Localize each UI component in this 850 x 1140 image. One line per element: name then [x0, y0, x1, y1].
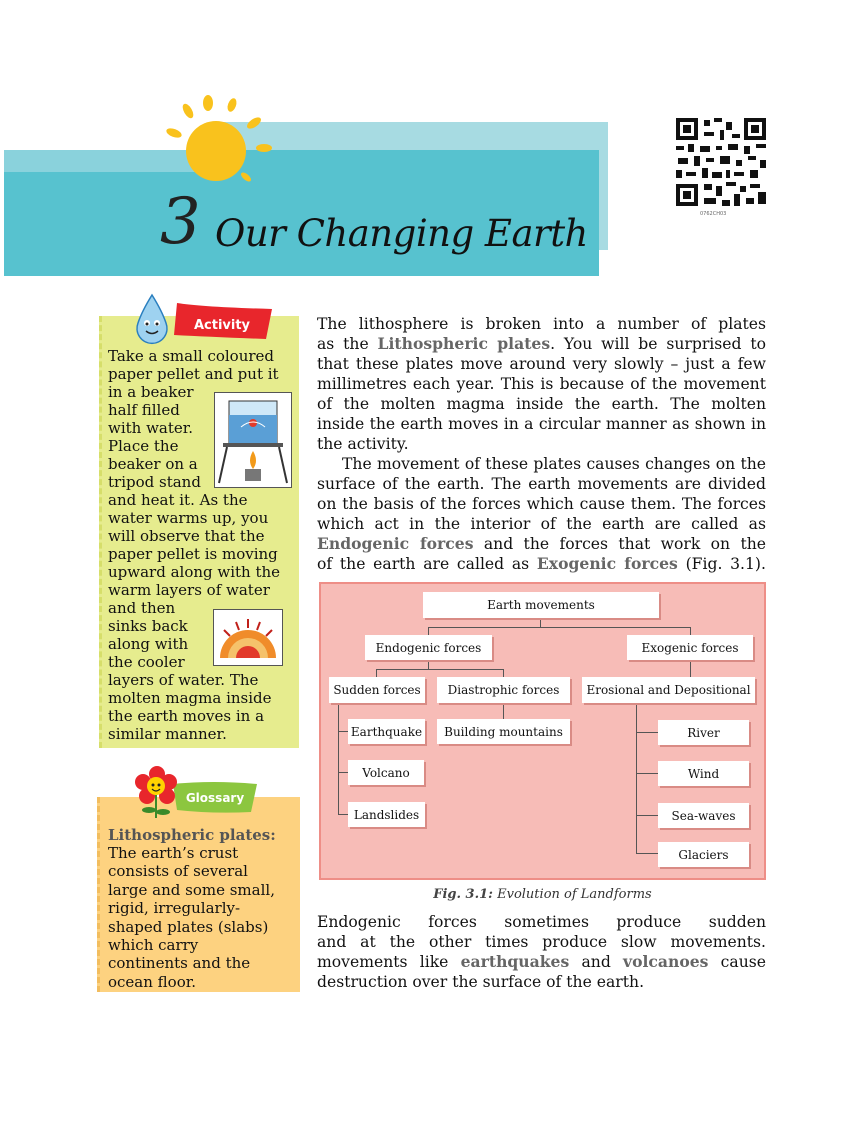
- glossary-line: large and some small,: [108, 880, 275, 899]
- node-wind: Wind: [658, 761, 749, 786]
- activity-line: paper pellet is moving: [108, 545, 278, 563]
- connector: [636, 773, 658, 774]
- glossary-term: Lithospheric plates:: [108, 826, 276, 844]
- connector: [376, 669, 377, 677]
- flower-mascot-icon: [133, 764, 263, 820]
- body-line: which act in the interior of the earth are called as: [317, 515, 766, 533]
- glossary-line: which carry: [108, 936, 199, 954]
- body-line: movements like earthquakes and volcanoes cause: [317, 952, 766, 971]
- figure-caption: Fig. 3.1: Evolution of Landforms: [433, 887, 652, 902]
- node-endogenic-forces: Endogenic forces: [365, 635, 492, 660]
- activity-line: Place the: [108, 437, 179, 455]
- body-line: The lithosphere is broken into a number of plates: [317, 315, 766, 333]
- node-landslides: Landslides: [348, 802, 425, 827]
- connector: [376, 669, 504, 670]
- body-line: on the basis of the forces which cause them. The forces: [317, 495, 766, 513]
- activity-line: half filled: [108, 401, 180, 419]
- glossary-line: shaped plates (slabs): [108, 917, 269, 936]
- activity-line: sinks back: [108, 617, 188, 635]
- activity-line: warm layers of water: [108, 581, 270, 599]
- qr-code-icon: [674, 116, 768, 208]
- node-building-mountains: Building mountains: [437, 719, 570, 744]
- body-line: surface of the earth. The earth movements are divided: [317, 475, 766, 493]
- activity-line: with water.: [108, 419, 194, 437]
- node-earthquake: Earthquake: [348, 719, 425, 744]
- body-line: The movement of these plates causes changes on the: [342, 455, 766, 473]
- connector: [428, 627, 429, 635]
- activity-line: paper pellet and put it: [108, 365, 279, 383]
- connector: [338, 814, 348, 815]
- body-line: and at the other times produce slow movements.: [317, 933, 766, 951]
- activity-line: molten magma inside: [108, 689, 272, 707]
- body-line: the activity.: [317, 435, 409, 453]
- body-line: that these plates move around very slowly – just a few: [317, 355, 766, 373]
- activity-line: similar manner.: [108, 725, 227, 743]
- glossary-line: The earth’s crust: [108, 844, 239, 862]
- water-drop-mascot-icon: [122, 293, 272, 345]
- activity-line: and then: [108, 599, 176, 617]
- node-erosional-depositional: Erosional and Depositional: [582, 677, 755, 703]
- body-line: of the molten magma inside the earth. The molten: [317, 395, 766, 413]
- node-earth-movements: Earth movements: [423, 592, 659, 618]
- chapter-title: Our Changing Earth: [215, 212, 588, 255]
- connector: [503, 669, 504, 677]
- connector: [636, 815, 658, 816]
- body-line: Endogenic forces sometimes produce sudden: [317, 913, 766, 931]
- connector: [503, 703, 504, 719]
- glossary-badge-label: Glossary: [185, 791, 245, 805]
- qr-code-id: 0762CH03: [700, 211, 727, 217]
- connector: [636, 732, 658, 733]
- body-line: inside the earth moves in a circular manner as shown in: [317, 415, 766, 433]
- chapter-number: 3: [160, 185, 201, 259]
- activity-line: the cooler: [108, 653, 185, 671]
- activity-line: the earth moves in a: [108, 707, 265, 725]
- body-line: millimetres each year. This is because of the movement: [317, 375, 766, 393]
- activity-line: upward along with the: [108, 563, 281, 581]
- connector: [338, 731, 348, 732]
- activity-line: beaker on a: [108, 455, 198, 473]
- sun-icon: [164, 93, 274, 193]
- glossary-line: consists of several: [108, 862, 248, 881]
- connector: [690, 660, 691, 678]
- activity-line: layers of water. The: [108, 671, 259, 689]
- node-river: River: [658, 720, 749, 745]
- activity-line: and heat it. As the: [108, 491, 248, 509]
- magma-convection-illustration: [213, 609, 283, 666]
- body-line: of the earth are called as Exogenic forces (Fig. 3.1).: [317, 554, 766, 573]
- connector: [690, 627, 691, 635]
- activity-line: water warms up, you: [108, 509, 269, 527]
- activity-line: along with: [108, 635, 189, 653]
- glossary-line: continents and the: [108, 954, 251, 973]
- body-line: destruction over the surface of the earth.: [317, 973, 645, 991]
- node-diastrophic-forces: Diastrophic forces: [437, 677, 570, 703]
- node-glaciers: Glaciers: [658, 842, 749, 867]
- activity-line: Take a small coloured: [108, 347, 275, 365]
- connector: [636, 703, 637, 853]
- node-sea-waves: Sea-waves: [658, 803, 749, 828]
- connector: [428, 627, 690, 628]
- activity-line: will observe that the: [108, 527, 265, 545]
- body-line: as the Lithospheric plates. You will be surprised to: [317, 334, 766, 353]
- connector: [338, 703, 339, 815]
- activity-line: tripod stand: [108, 473, 201, 491]
- glossary-line: rigid, irregularly-: [108, 899, 241, 918]
- node-sudden-forces: Sudden forces: [329, 677, 425, 703]
- connector: [636, 853, 658, 854]
- activity-badge-label: Activity: [193, 318, 251, 333]
- activity-line: in a beaker: [108, 383, 194, 401]
- beaker-on-tripod-illustration: [214, 392, 292, 488]
- body-line: Endogenic forces and the forces that work on the: [317, 534, 766, 553]
- node-exogenic-forces: Exogenic forces: [627, 635, 753, 660]
- connector: [338, 772, 348, 773]
- glossary-line: ocean floor.: [108, 972, 197, 991]
- node-volcano: Volcano: [348, 760, 424, 785]
